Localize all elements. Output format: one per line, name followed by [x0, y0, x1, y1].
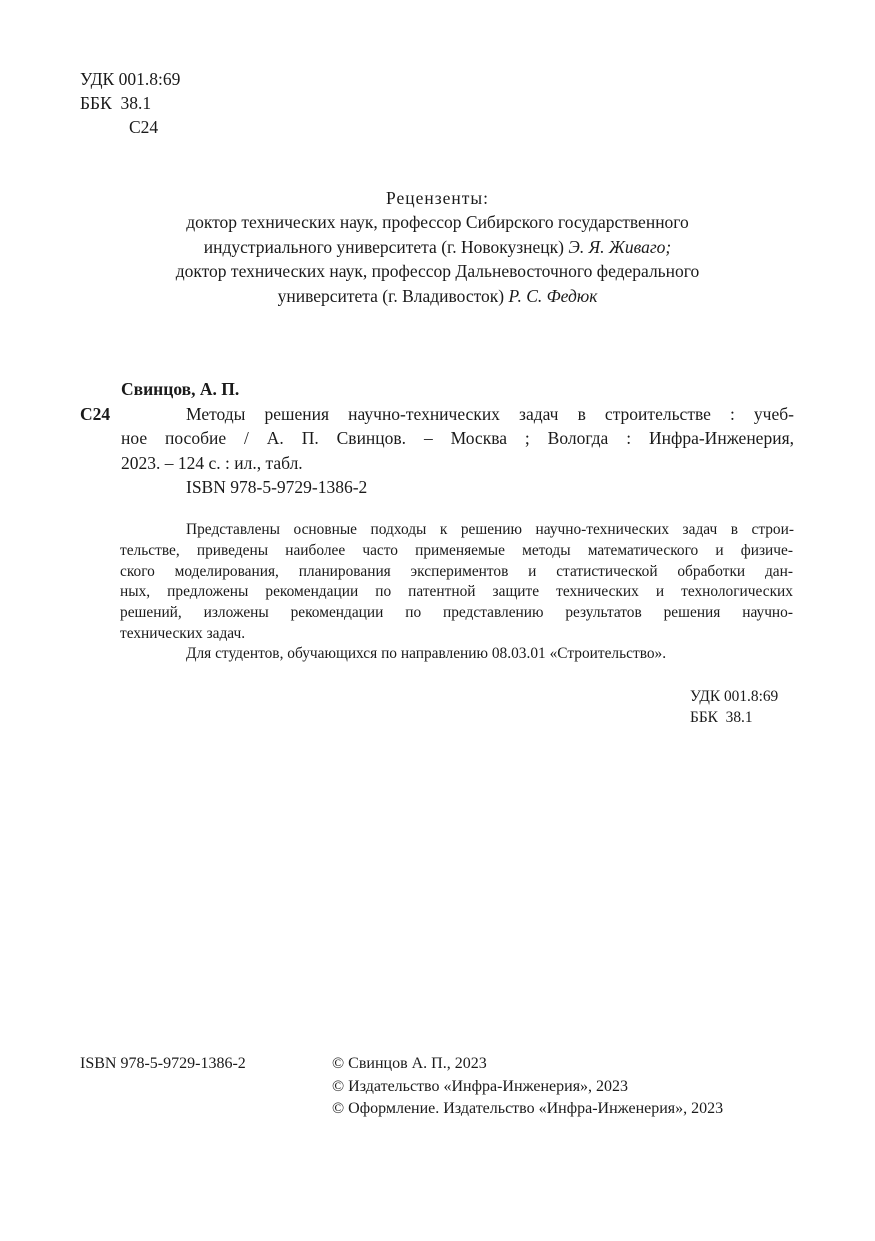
annotation-line: Представлены основные подходы к решению научно-технических задач в строи-	[186, 521, 794, 538]
annotation-line: ского моделирования, планирования экспериментов и статистической обработки дан-	[120, 563, 793, 580]
reviewer-2-name: Р. С. Федюк	[508, 286, 598, 306]
copyright-line: © Свинцов А. П., 2023	[332, 1055, 487, 1072]
copyright-line: © Издательство «Инфра-Инженерия», 2023	[332, 1077, 629, 1095]
footer-bbk-label: ББК	[690, 709, 718, 726]
annotation-line: технических задач.	[120, 625, 246, 642]
reviewer-1-line-2	[0, 235, 875, 259]
footer-bbk-value: 38.1	[725, 709, 753, 726]
annotation-line: решений, изложены рекомендации по представлению результатов решения научно-	[120, 604, 793, 621]
author-mark: С24	[129, 117, 159, 137]
reviewer-2-line-1: доктор технических наук, профессор Дальневосточного федерального	[175, 261, 700, 281]
imprint-isbn: ISBN 978-5-9729-1386-2	[80, 1055, 246, 1072]
copyright-line: © Оформление. Издательство «Инфра-Инженерия», 2023	[332, 1100, 724, 1117]
reviewer-1-affiliation: индустриального университета (г. Новокузнецк)	[203, 237, 569, 257]
biblio-isbn: ISBN 978-5-9729-1386-2	[186, 477, 368, 497]
biblio-title-line-1: Методы решения научно-технических задач в строительстве : учеб-	[186, 404, 794, 424]
udk-code: УДК 001.8:69	[80, 69, 181, 89]
bbk-value: 38.1	[120, 93, 152, 113]
reviewer-1-line-1: доктор технических наук, профессор Сибирского государственного	[186, 212, 689, 232]
annotation-line: тельстве, приведены наиболее часто применяемые методы математического и физиче-	[120, 542, 793, 559]
reviewer-2-line-2	[0, 284, 875, 308]
annotation-audience: Для студентов, обучающихся по направлению 08.03.01 «Строительство».	[186, 645, 667, 662]
reviewer-1-name: Э. Я. Живаго;	[568, 237, 672, 257]
biblio-author: Свинцов, А. П.	[121, 379, 240, 399]
reviewers-title: Рецензенты:	[385, 188, 490, 208]
biblio-title-line-2: ное пособие / А. П. Свинцов. – Москва ; Вологда : Инфра-Инженерия,	[121, 428, 794, 448]
bbk-code	[80, 91, 151, 115]
biblio-title-line-3: 2023. – 124 с. : ил., табл.	[121, 453, 303, 473]
footer-bbk	[690, 707, 753, 728]
footer-udk: УДК 001.8:69	[690, 688, 779, 705]
copyright-block	[332, 1053, 723, 1121]
bbk-label: ББК	[80, 93, 112, 113]
reviewer-2-affiliation: университета (г. Владивосток)	[277, 286, 509, 306]
biblio-mark: С24	[80, 404, 111, 424]
annotation-line: ных, предложены рекомендации по патентной защите технических и технологических	[120, 583, 793, 600]
